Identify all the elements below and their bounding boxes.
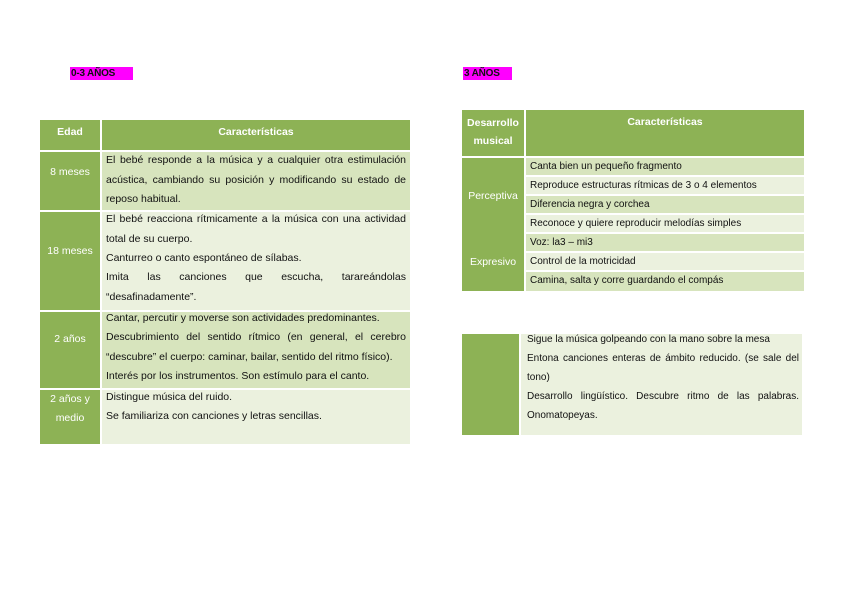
right-header-dev xyxy=(462,110,524,156)
label-expresivo: Expresivo xyxy=(469,256,517,268)
perc-item-3: Diferencia negra y corchea xyxy=(530,199,650,210)
label-perceptiva: Perceptiva xyxy=(468,190,518,202)
expr-item-1: Control de la motricidad xyxy=(530,256,636,267)
bottom-item-1: Sigue la música golpeando con la mano sobre la mesa xyxy=(527,334,770,345)
bottom-left-column xyxy=(462,334,519,435)
left-header-age xyxy=(40,120,100,150)
section-heading-3: 3 AÑOS xyxy=(463,67,512,80)
left-header-chars-label: Características xyxy=(218,126,294,138)
perc-item-5: Voz: la3 – mi3 xyxy=(530,237,593,248)
row-2-anos-text-1: Cantar, percutir y moverse son actividades predominantes. xyxy=(106,312,380,324)
row-18-meses-text-1: El bebé reacciona rítmicamente a la música con una actividad total de su cuerpo. xyxy=(106,213,406,245)
section-heading-0-3: 0-3 AÑOS xyxy=(70,67,133,80)
left-header-chars xyxy=(102,120,410,150)
age-2-anos-y-medio: 2 años y medio xyxy=(50,393,90,424)
expr-item-2: Camina, salta y corre guardando el compás xyxy=(530,275,724,286)
left-header-age-label: Edad xyxy=(57,126,83,138)
row-8-meses-text: El bebé responde a la música y a cualquier otra estimulación acústica, cambiando su posición y modificando su estado de reposo habitual. xyxy=(106,154,406,205)
row-2-anos-y-medio-text-2: Se familiariza con canciones y letras sencillas. xyxy=(106,410,322,422)
row-18-meses-text-2: Canturreo o canto espontáneo de sílabas. xyxy=(106,252,302,264)
age-8-meses: 8 meses xyxy=(50,166,90,178)
right-header-chars-label: Características xyxy=(627,116,703,128)
age-18-meses: 18 meses xyxy=(47,245,93,257)
perc-item-1: Canta bien un pequeño fragmento xyxy=(530,161,682,172)
row-2-anos-y-medio-text-1: Distingue música del ruido. xyxy=(106,391,233,403)
age-2-anos: 2 años xyxy=(54,333,86,345)
right-header-dev-label: Desarrollo musical xyxy=(467,117,519,147)
perc-item-2: Reproduce estructuras rítmicas de 3 o 4 elementos xyxy=(530,180,757,191)
bottom-item-3: Desarrollo lingüístico. Descubre ritmo de las palabras. Onomatopeyas. xyxy=(527,391,799,421)
row-2-anos-text-3: Interés por los instrumentos. Son estímulo para el canto. xyxy=(106,370,370,382)
perc-item-4: Reconoce y quiere reproducir melodías simples xyxy=(530,218,742,229)
right-header-chars xyxy=(526,110,804,156)
row-18-meses-text-3: Imita las canciones que escucha, tarareándolas “desafinadamente”. xyxy=(106,271,406,303)
row-2-anos-text-2: Descubrimiento del sentido rítmico (en general, el cerebro “descubre” el cuerpo: caminar, bailar, sentido del ritmo físico). xyxy=(106,331,406,363)
dev-column xyxy=(462,158,524,291)
bottom-item-2: Entona canciones enteras de ámbito reducido. (se sale del tono) xyxy=(527,353,799,383)
